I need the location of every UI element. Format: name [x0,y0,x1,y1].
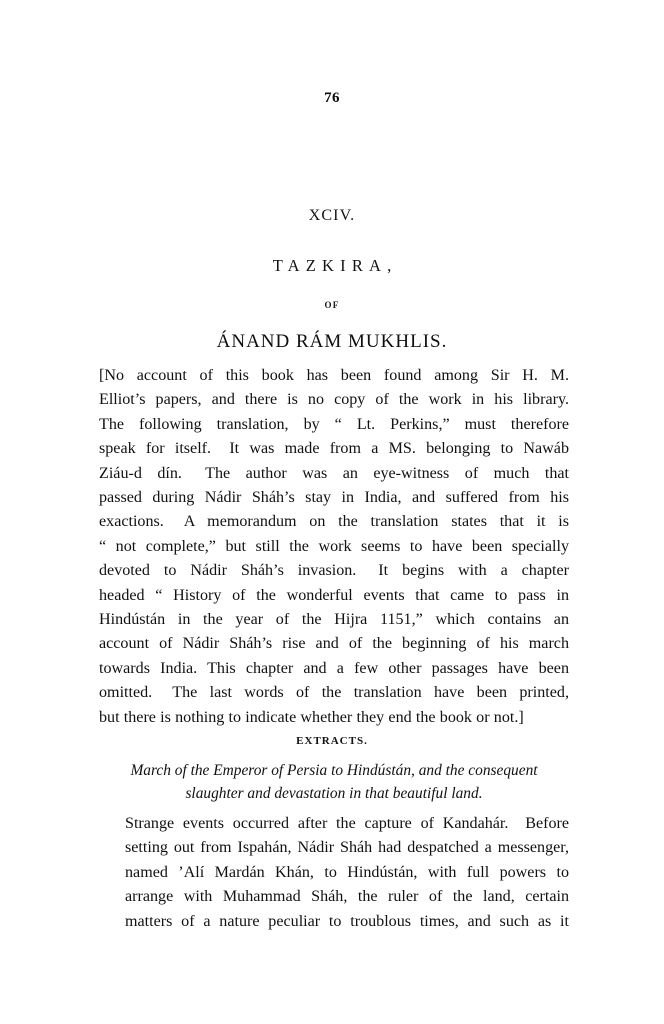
text-line: Hindústán in the year of the Hijra 1151,” which contains an [99,611,569,629]
chapter-number: XCIV. [308,207,356,224]
text-line: Strange events occurred after the capture of Kandahár. Before [125,815,569,832]
text-line: arrange with Muhammad Sháh, the ruler of the land, certain [125,888,569,906]
editor-note-paragraph [99,364,569,730]
text-line: setting out from Ispahán, Nádir Sháh had despatched a messenger, [125,839,569,857]
subtitle-line: March of the Emperor of Persia to Hindústán, and the consequent [130,762,538,779]
page-number: 76 [324,90,340,106]
text-line: towards India. This chapter and a few other passages have been [99,659,569,677]
text-line: matters of a nature peculiar to troublous times, and such as it [125,912,569,930]
author-name: ÁNAND RÁM MUKHLIS. [216,330,448,352]
subtitle-line: slaughter and devastation in that beautiful land. [185,784,483,802]
text-line: passed during Nádir Sháh’s stay in India, and suffered from his [99,489,569,507]
of-label: OF [324,299,340,310]
extract-body-paragraph [99,812,569,934]
text-line: “ not complete,” but still the work seems to have been specially [99,537,569,555]
text-line: but there is nothing to indicate whether they end the book or not.] [99,708,524,726]
work-title: TAZKIRA, [272,256,398,275]
text-line: The following translation, by “ Lt. Perkins,” must therefore [99,415,569,433]
text-line: headed “ History of the wonderful events that came to pass in [99,586,569,604]
extracts-heading: EXTRACTS. [296,735,368,747]
text-line: [No account of this book has been found among Sir H. M. [99,367,569,384]
text-line: devoted to Nádir Sháh’s invasion. It begins with a chapter [99,562,569,580]
text-line: account of Nádir Sháh’s rise and of the beginning of his march [99,635,569,653]
text-line: exactions. A memorandum on the translation states that it is [99,513,569,531]
text-line: speak for itself. It was made from a MS. belonging to Nawáb [99,440,569,458]
title-block [0,208,664,351]
text-line: omitted. The last words of the translation have been printed, [99,684,569,702]
text-line: Ziáu-d dín. The author was an eye-witness of much that [99,464,569,482]
extract-subtitle [82,760,586,805]
text-line: Elliot’s papers, and there is no copy of the work in his library. [99,391,569,409]
text-line: named ’Alí Mardán Khán, to Hindústán, with full powers to [125,863,569,881]
